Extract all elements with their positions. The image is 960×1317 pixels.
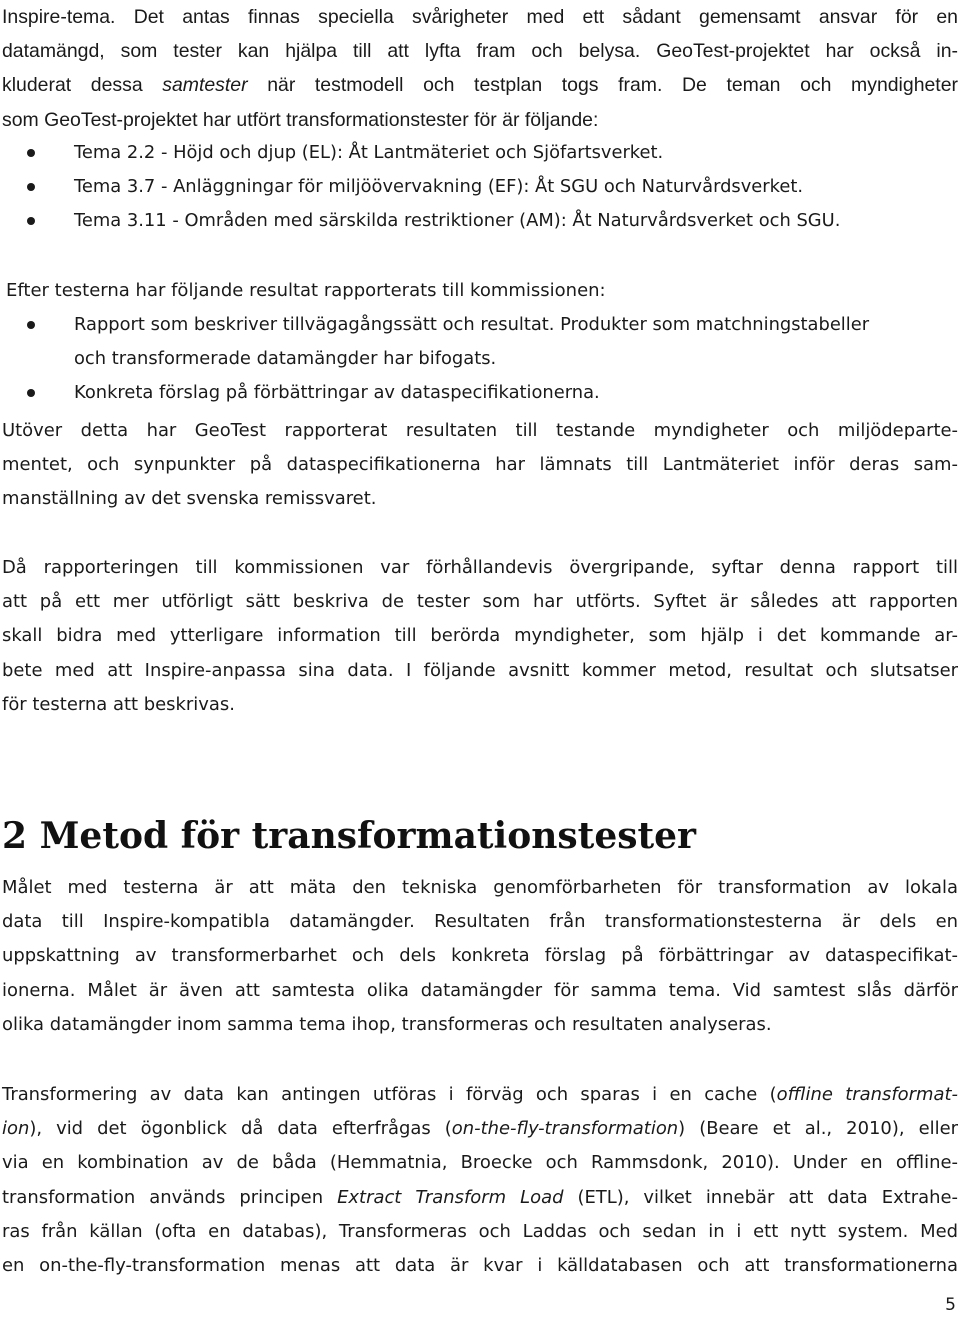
- results-intro: Efter testerna har följande resultat rapporterats till kommissionen:: [6, 280, 606, 301]
- list-item: [0, 308, 960, 376]
- page-number: 5: [945, 1295, 956, 1315]
- paragraph-intro: [2, 0, 958, 137]
- italic-term: Extract Transform Load: [337, 1186, 564, 1208]
- paragraph-method: [2, 871, 958, 1042]
- list-item-text: Tema 2.2 - Höjd och djup (EL): Åt Lantmäteriet och Sjöfartsverket.: [74, 142, 664, 163]
- text-line: [2, 68, 958, 102]
- text-line: Utöver detta har GeoTest rapporterat resultaten till testande myndigheter och miljödeparte-: [2, 420, 958, 441]
- bullet-icon: [27, 389, 35, 397]
- text-run: kluderat dessa: [2, 74, 163, 97]
- text-line: Målet med testerna är att mäta den tekniska genomförbarheten för transformation av lokala: [2, 877, 958, 898]
- text-line: manställning av det svenska remissvaret.: [2, 488, 377, 510]
- italic-term: ion: [2, 1118, 30, 1140]
- paragraph-transformation: [2, 1078, 958, 1283]
- bullet-icon: [27, 183, 35, 191]
- text-line: datamängd, som tester kan hjälpa till att lyfta fram och belysa. GeoTest-projektet har också in-: [2, 40, 958, 63]
- text-run: transformation används principen: [2, 1186, 338, 1208]
- text-line: via en kombination av de båda (Hemmatnia, Broecke och Rammsdonk, 2010). Under en offline-: [2, 1152, 958, 1174]
- text-line: som GeoTest-projektet har utfört transformationstester för är följande:: [2, 108, 599, 131]
- text-line: uppskattning av transformerbarhet och dels konkreta förslag på förbättringar av dataspecifikat-: [2, 945, 958, 967]
- section-heading: 2 Metod för transformationstester: [2, 815, 696, 857]
- italic-term: samtester: [162, 74, 248, 97]
- text-line: Inspire-tema. Det antas finnas speciella svårigheter med ett sådant gemensamt ansvar för en: [2, 6, 958, 28]
- paragraph-purpose: [2, 551, 958, 722]
- bullet-icon: [27, 321, 35, 329]
- text-line: skall bidra med ytterligare information till berörda myndigheter, som hjälp i det kommande ar-: [2, 625, 958, 647]
- text-line: en on-the-fly-transformation menas att data är kvar i källdatabasen och att transformationerna: [2, 1255, 958, 1277]
- text-run: Transformering av data kan antingen utföras i förväg och sparas i en cache (: [2, 1084, 777, 1105]
- text-line: mentet, och synpunkter på dataspecifikationerna har lämnats till Lantmäteriet inför deras sam-: [2, 454, 958, 476]
- paragraph-reporting: [2, 414, 958, 517]
- bullet-icon: [27, 149, 35, 157]
- text-line: bete med att Inspire-anpassa sina data. I följande avsnitt kommer metod, resultat och slutsatser: [2, 659, 958, 681]
- text-line: Då rapporteringen till kommissionen var förhållandevis övergripande, syftar denna rapport till: [2, 557, 958, 578]
- list-item-text: Konkreta förslag på förbättringar av dataspecifikationerna.: [74, 382, 600, 404]
- list-item-text: Rapport som beskriver tillvägagångssätt och resultat. Produkter som matchningstabeller: [74, 314, 870, 335]
- list-item: [0, 376, 960, 410]
- text-run: ) (Beare et al., 2010), eller: [678, 1118, 958, 1140]
- list-item: [0, 136, 960, 170]
- text-line: för testerna att beskrivas.: [2, 693, 235, 715]
- bullet-icon: [27, 217, 35, 225]
- list-item-text: och transformerade datamängder har bifogats.: [74, 348, 497, 370]
- results-list: [0, 308, 960, 411]
- text-line: ras från källan (ofta en databas), Transformeras och Laddas och sedan in i ett nytt system. Med: [2, 1220, 958, 1242]
- text-run: när testmodell och testplan togs fram. De teman och myndigheter: [247, 74, 958, 97]
- text-run: ), vid det ögonblick då data efterfrågas (: [29, 1118, 452, 1140]
- text-line: olika datamängder inom samma tema ihop, transformeras och resultaten analyseras.: [2, 1013, 772, 1035]
- text-line: att på ett mer utförligt sätt beskriva de tester som har utförts. Syftet är således att rapporten: [2, 591, 958, 613]
- list-item-text: Tema 3.11 - Områden med särskilda restriktioner (AM): Åt Naturvårdsverket och SGU.: [74, 210, 841, 232]
- text-line: [2, 1112, 958, 1146]
- list-item-text: Tema 3.7 - Anläggningar för miljöövervakning (EF): Åt SGU och Naturvårdsverket.: [74, 176, 804, 198]
- text-line: [2, 1181, 958, 1215]
- themes-list: [0, 136, 960, 239]
- italic-term: offline transformat-: [776, 1084, 958, 1105]
- list-item: [0, 204, 960, 238]
- text-line: [2, 1078, 958, 1112]
- text-line: ionerna. Målet är även att samtesta olika datamängder för samma tema. Vid samtest slås därför: [2, 979, 958, 1001]
- italic-term: on-the-fly-transformation: [451, 1118, 679, 1140]
- text-run: (ETL), vilket innebär att data Extrahe-: [563, 1186, 958, 1208]
- list-item: [0, 170, 960, 204]
- text-line: data till Inspire-kompatibla datamängder. Resultaten från transformationstesterna är dels en: [2, 911, 958, 933]
